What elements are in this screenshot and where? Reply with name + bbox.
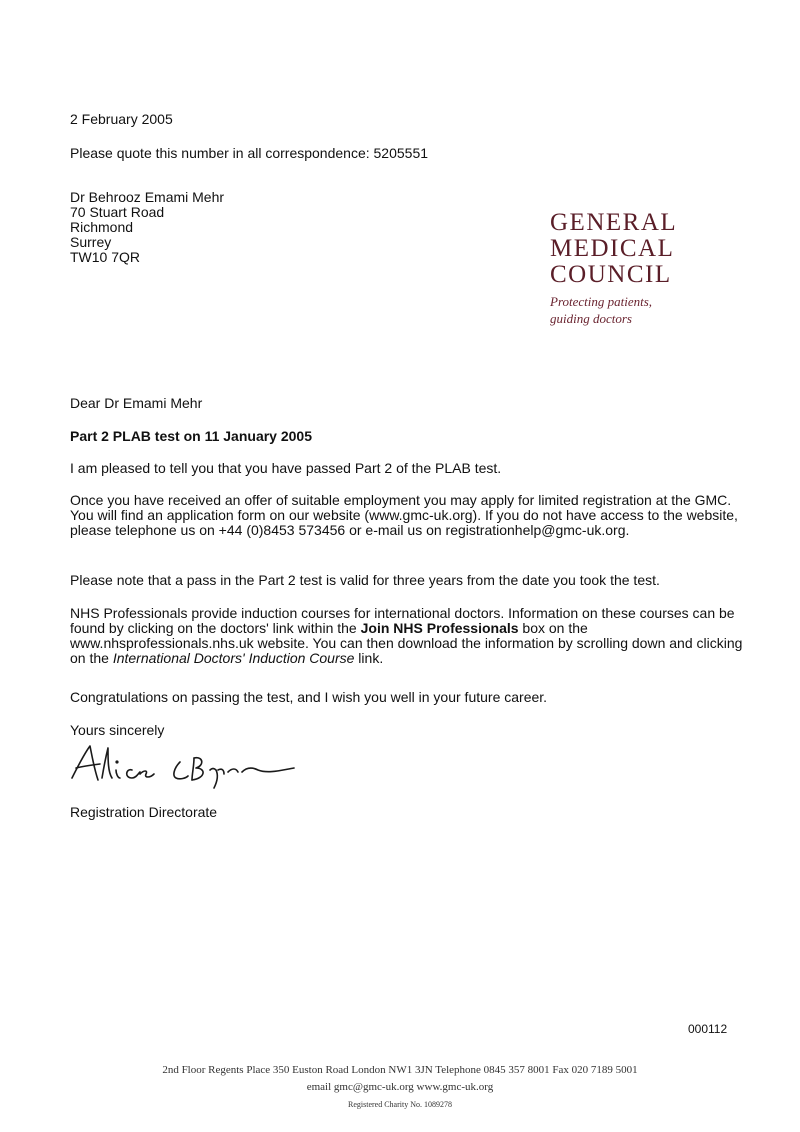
induction-text: link. [354,650,384,666]
logo-line: COUNCIL [550,261,672,288]
paragraph-result: I am pleased to tell you that you have passed Part 2 of the PLAB test. [70,460,502,476]
logo-tagline: guiding doctors [550,311,632,326]
paragraph-validity: Please note that a pass in the Part 2 test is valid for three years from the date you took the test. [70,572,660,588]
letter-date: 2 February 2005 [70,111,173,127]
signature-image [68,740,308,792]
address-line: Surrey [70,234,112,250]
induction-text: NHS Professionals provide induction courses for international doctors. Information on these courses can be found by clicking on the doctors' link within the [70,605,735,636]
address-line: Dr Behrooz Emami Mehr [70,189,225,205]
address-line: TW10 7QR [70,249,141,265]
closing: Yours sincerely [70,722,165,738]
signatory: Registration Directorate [70,804,218,820]
paragraph-induction [70,606,750,666]
logo-line: MEDICAL [550,235,675,262]
salutation: Dear Dr Emami Mehr [70,395,203,411]
address-line: Richmond [70,219,134,235]
induction-bold-text: Join NHS Professionals [360,620,519,636]
footer-address: 2nd Floor Regents Place 350 Euston Road London NW1 3JN Telephone 0845 357 8001 Fax 020 7189 5001 [162,1064,638,1076]
subject-line: Part 2 PLAB test on 11 January 2005 [70,428,312,444]
gmc-logo [550,210,750,327]
footer-charity: Registered Charity No. 1089278 [348,1100,452,1109]
induction-text: box on the www.nhsprofessionals.nhs.uk website. You can then download the information by scrolling down and clicking on the [70,620,743,666]
address-line: 70 Stuart Road [70,204,165,220]
reference-line: Please quote this number in all correspondence: 5205551 [70,145,429,161]
footer-contact: email gmc@gmc-uk.org www.gmc-uk.org [306,1081,494,1093]
paragraph-congratulations: Congratulations on passing the test, and I wish you well in your future career. [70,689,548,705]
logo-line: GENERAL [550,209,678,236]
logo-tagline: Protecting patients, [550,294,653,309]
page-reference: 000112 [688,1022,728,1036]
paragraph-registration: Once you have received an offer of suitable employment you may apply for limited registration at the GMC. You will find an application form on our website (www.gmc-uk.org). If you do not have access to the website, please telephone us on +44 (0)8453 573456 or e-mail us on registrationhelp@gmc-uk.org. [70,492,738,538]
induction-italic-text: International Doctors' Induction Course [112,650,355,666]
